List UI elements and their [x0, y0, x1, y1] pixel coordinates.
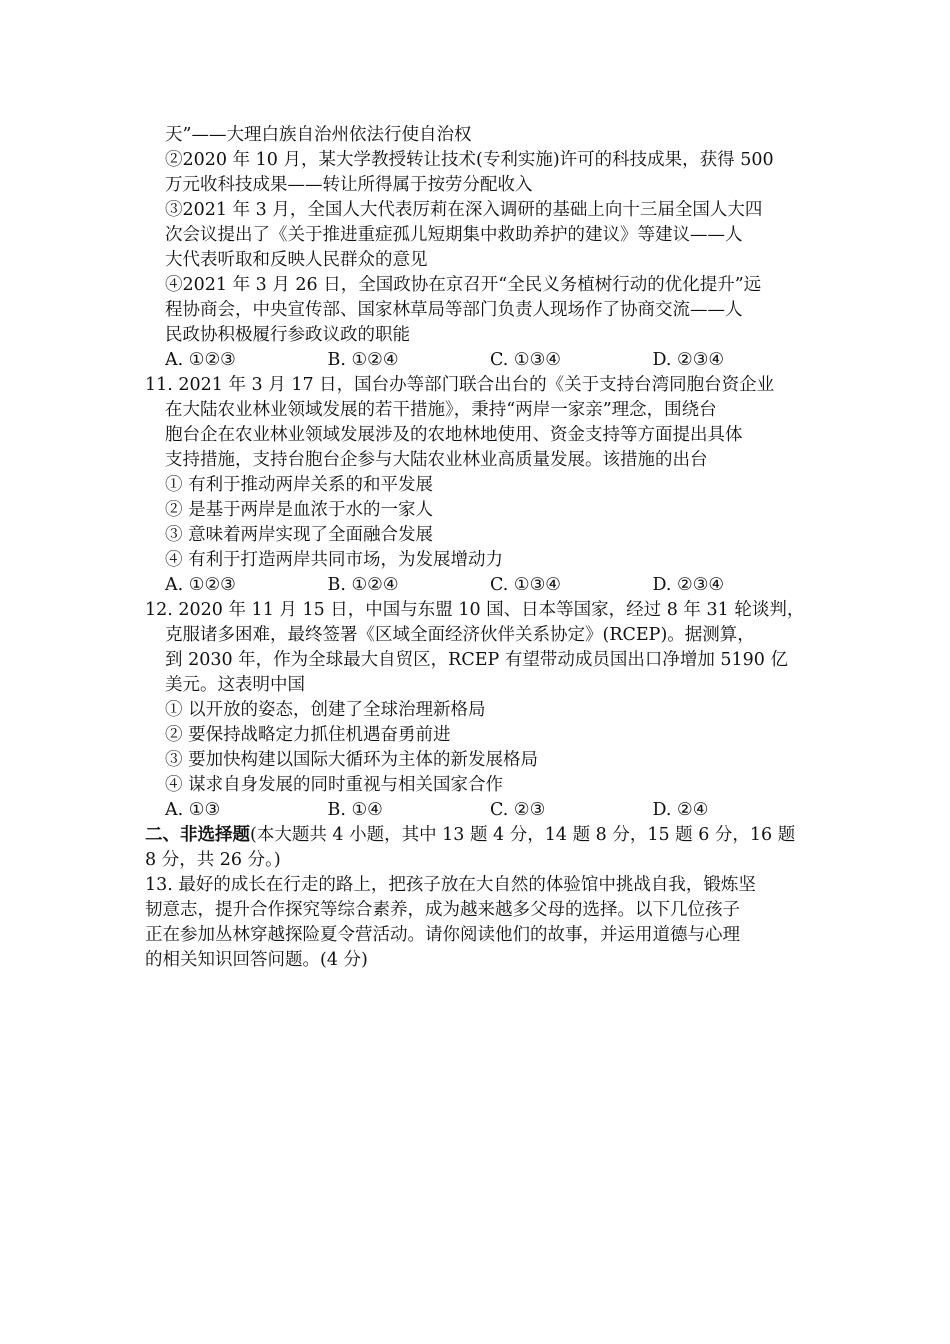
q10-line: ②2020 年 10 月，某大学教授转让技术(专利实施)许可的科技成果，获得 500	[165, 150, 774, 170]
q10-line: 程协商会，中央宣传部、国家林草局等部门负责人现场作了协商交流——人	[165, 300, 743, 320]
q11-option-d[interactable]: D. ②③④	[652, 575, 725, 595]
q10-option-b[interactable]: B. ①②④	[327, 350, 399, 370]
q11-stem-line: 在大陆农业林业领域发展的若干措施》，秉持“两岸一家亲”理念，围绕台	[165, 400, 717, 420]
section-2	[145, 823, 815, 873]
q12-item: ① 以开放的姿态，创建了全球治理新格局	[165, 700, 486, 720]
q10-line: 天”——大理白族自治州依法行使自治权	[165, 125, 472, 145]
q12-stem-line: 12. 2020 年 11 月 15 日，中国与东盟 10 国、日本等国家，经过 8 年 31 轮谈判，	[145, 600, 805, 620]
section-2-description: (本大题共 4 小题，其中 13 题 4 分，14 题 8 分，15 题 6 分，16 题	[250, 825, 796, 845]
q10-option-d[interactable]: D. ②③④	[652, 350, 725, 370]
page-content	[145, 123, 815, 973]
q12-item: ② 要保持战略定力抓住机遇奋勇前进	[165, 725, 451, 745]
section-2-heading-line	[145, 823, 815, 848]
q11-options	[145, 573, 815, 598]
q11-stem-line: 11. 2021 年 3 月 17 日，国台办等部门联合出台的《关于支持台湾同胞台资企业	[145, 375, 775, 395]
q10-options	[145, 348, 815, 373]
q12-option-d[interactable]: D. ②④	[652, 800, 709, 820]
q12-stem-line: 到 2030 年，作为全球最大自贸区，RCEP 有望带动成员国出口净增加 5190 亿	[165, 650, 788, 670]
q10-line: 大代表听取和反映人民群众的意见	[165, 250, 428, 270]
q13-stem-line: 韧意志，提升合作探究等综合素养，成为越来越多父母的选择。以下几位孩子	[145, 900, 740, 920]
q11-stem-line: 支持措施，支持台胞台企参与大陆农业林业高质量发展。该措施的出台	[165, 450, 708, 470]
q12-item: ③ 要加快构建以国际大循环为主体的新发展格局	[165, 750, 539, 770]
q10-line: ③2021 年 3 月，全国人大代表厉莉在深入调研的基础上向十三届全国人大四	[165, 200, 763, 220]
q11-item: ① 有利于推动两岸关系的和平发展	[165, 475, 434, 495]
q12-stem-line: 美元。这表明中国	[165, 675, 305, 695]
q11-item: ③ 意味着两岸实现了全面融合发展	[165, 525, 434, 545]
question-10	[145, 123, 815, 373]
question-11	[145, 373, 815, 598]
q12-item: ④ 谋求自身发展的同时重视与相关国家合作	[165, 775, 504, 795]
q10-line: ④2021 年 3 月 26 日，全国政协在京召开“全民义务植树行动的优化提升”远	[165, 275, 762, 295]
q12-stem-line: 克服诸多困难，最终签署《区域全面经济伙伴关系协定》(RCEP)。据测算，	[165, 625, 755, 645]
q10-line: 次会议提出了《关于推进重症孤儿短期集中救助养护的建议》等建议——人	[165, 225, 743, 245]
q11-option-c[interactable]: C. ①③④	[490, 575, 561, 595]
section-2-title: 二、非选择题	[145, 825, 250, 845]
q10-line: 民政协积极履行参政议政的职能	[165, 325, 410, 345]
question-13	[145, 873, 815, 973]
q11-stem-line: 胞台企在农业林业领域发展涉及的农地林地使用、资金支持等方面提出具体	[165, 425, 743, 445]
q13-stem-line: 正在参加丛林穿越探险夏令营活动。请你阅读他们的故事，并运用道德与心理	[145, 925, 740, 945]
q11-option-b[interactable]: B. ①②④	[327, 575, 399, 595]
q10-option-c[interactable]: C. ①③④	[490, 350, 561, 370]
q10-line: 万元收科技成果——转让所得属于按劳分配收入	[165, 175, 533, 195]
section-2-description-cont: 8 分，共 26 分。)	[145, 850, 281, 870]
q12-option-c[interactable]: C. ②③	[490, 800, 546, 820]
q12-option-b[interactable]: B. ①④	[327, 800, 383, 820]
question-12	[145, 598, 815, 823]
q11-option-a[interactable]: A. ①②③	[165, 575, 236, 595]
q11-item: ② 是基于两岸是血浓于水的一家人	[165, 500, 434, 520]
q13-stem-line: 13. 最好的成长在行走的路上，把孩子放在大自然的体验馆中挑战自我，锻炼坚	[145, 875, 756, 895]
q12-options	[145, 798, 815, 823]
q12-option-a[interactable]: A. ①③	[165, 800, 221, 820]
q13-stem-line: 的相关知识回答问题。(4 分)	[145, 950, 368, 970]
q10-option-a[interactable]: A. ①②③	[165, 350, 236, 370]
q11-item: ④ 有利于打造两岸共同市场，为发展增动力	[165, 550, 504, 570]
